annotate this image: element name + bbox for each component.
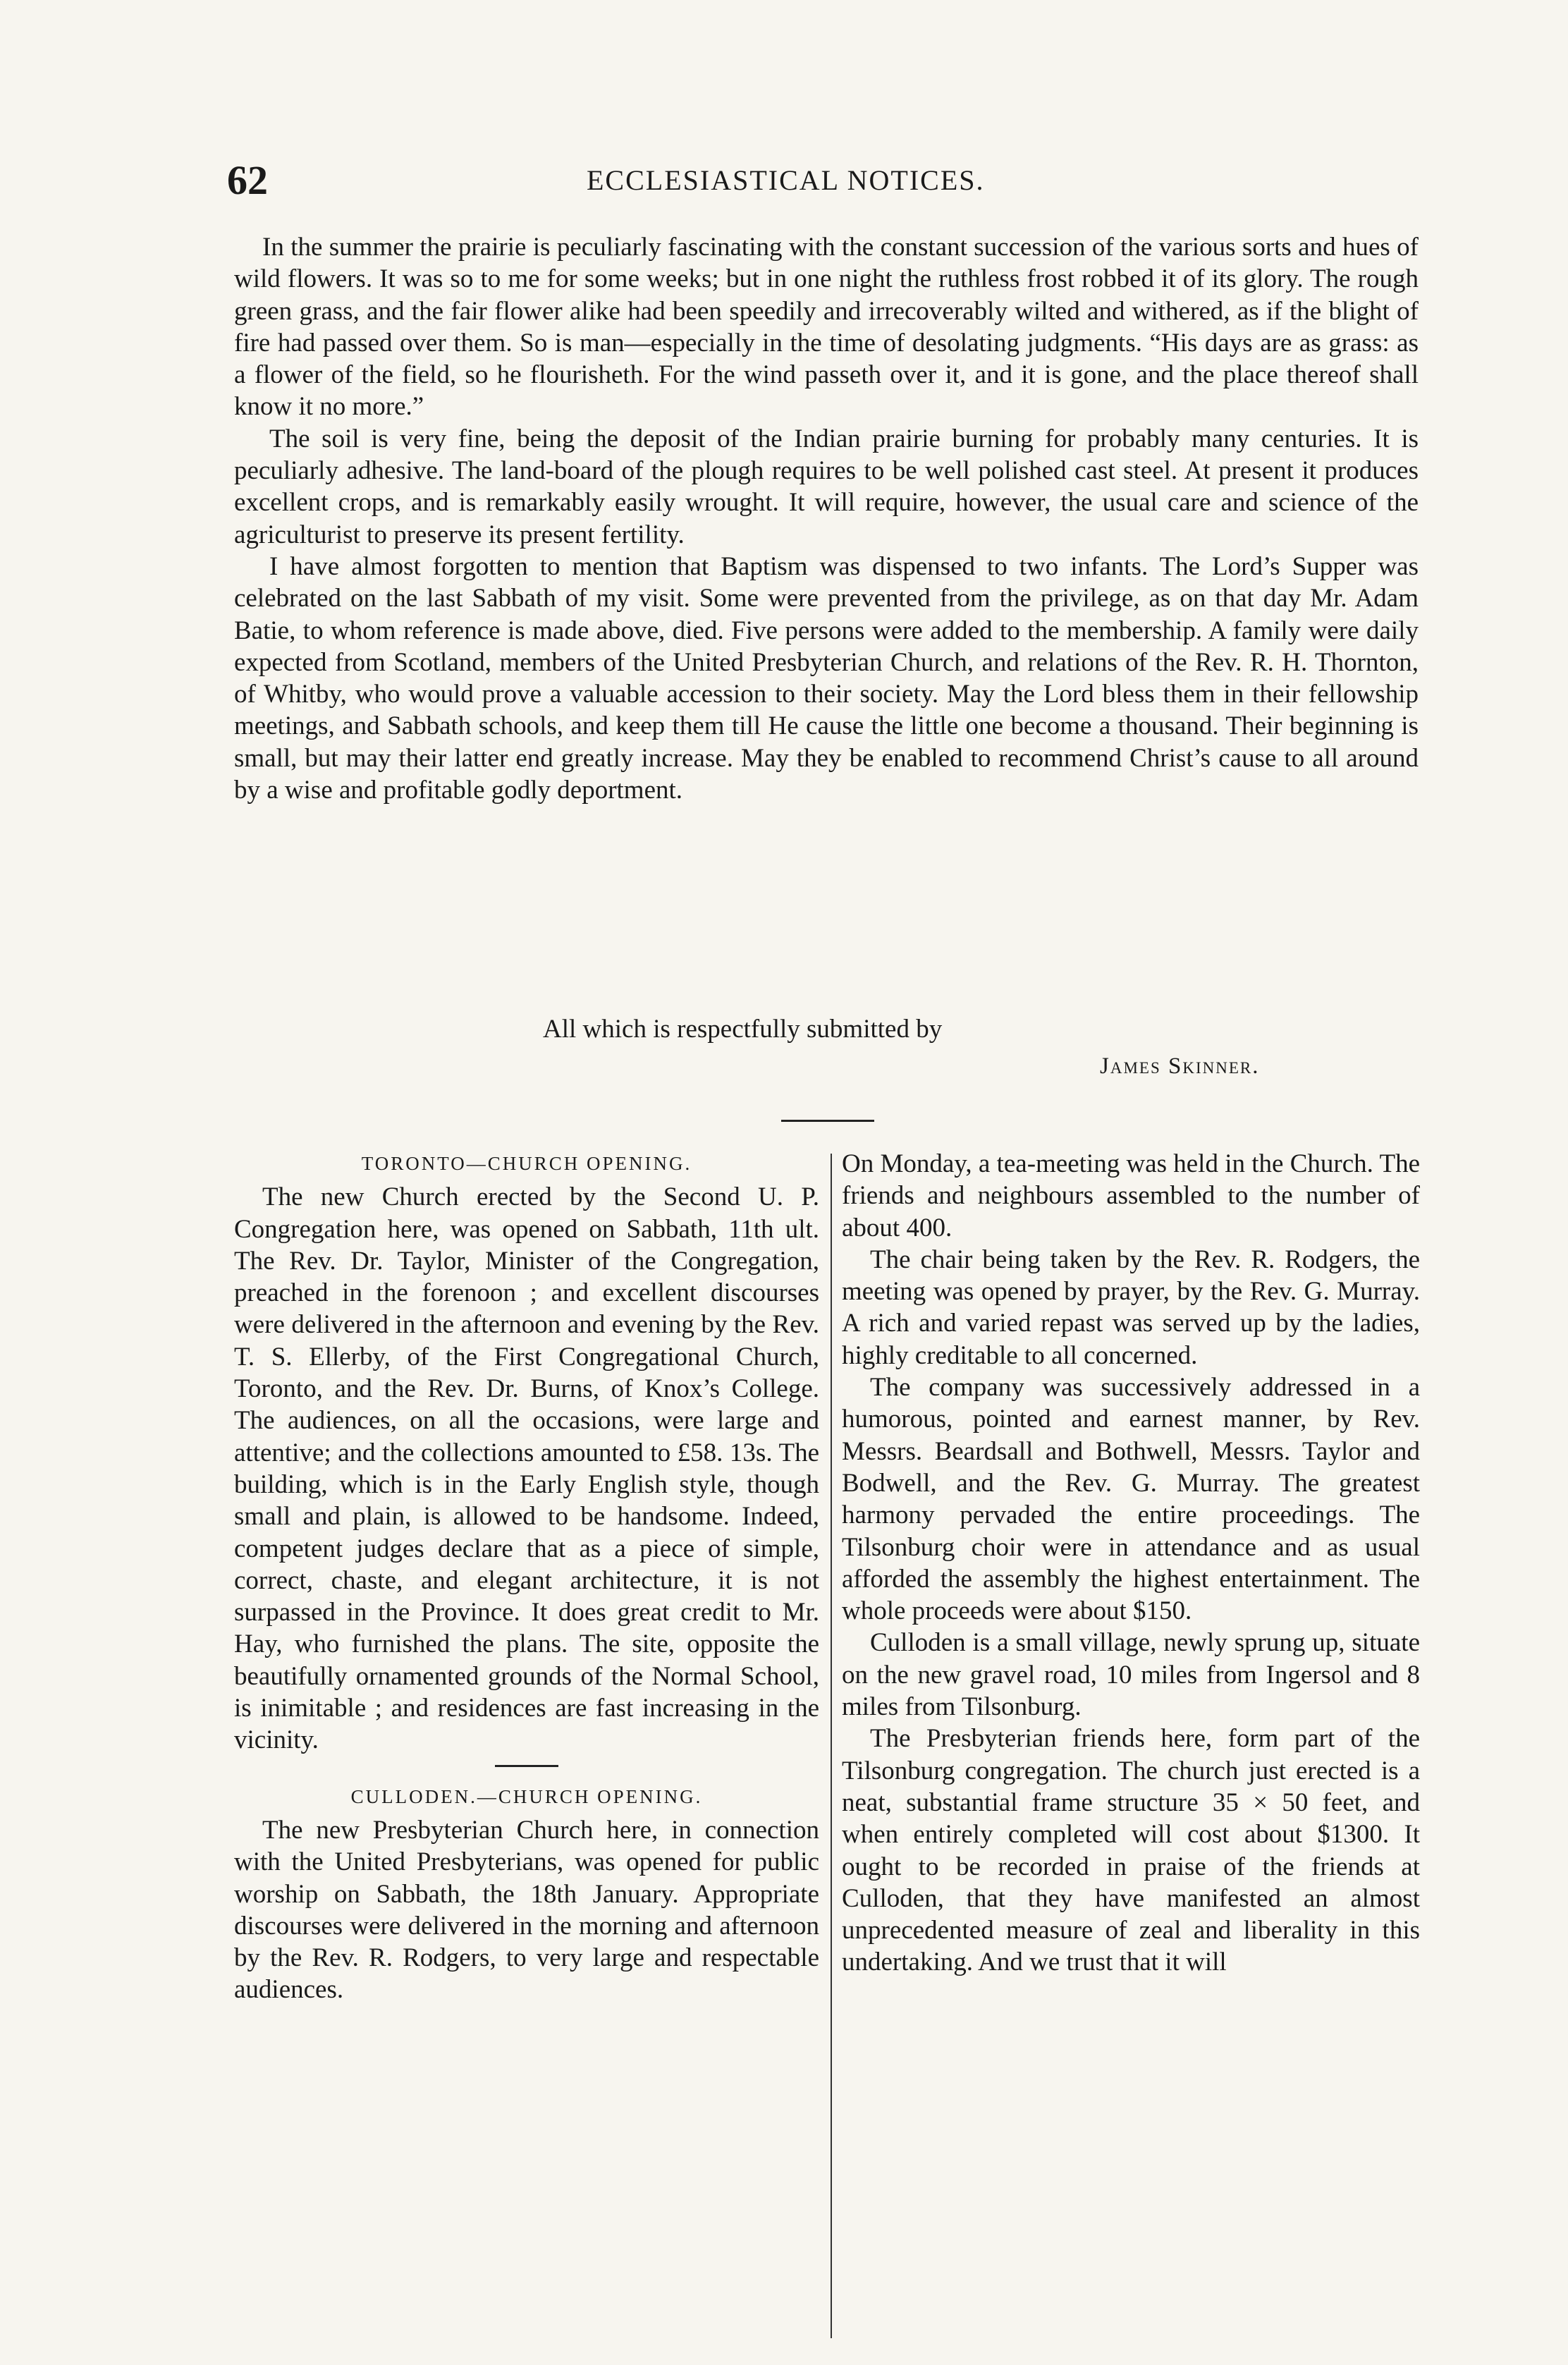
column-separator	[831, 1154, 832, 2338]
report-body	[234, 231, 1419, 806]
report-signature: James Skinner.	[1100, 1053, 1260, 1079]
report-paragraph: I have almost forgotten to mention that Baptism was dispensed to two infants. The Lord’s Supper was celebrated on the last Sabbath of my visit. Some were prevented from the privilege, as on that day Mr. Adam Batie, to whom reference is made above, died. Five persons were added to the membership. A family were daily expected from Scotland, members of the United Presbyterian Church, and relations of the Rev. R. H. Thornton, of Whitby, who would prove a valuable accession to their society. May the Lord bless them in their fellowship meetings, and Sabbath schools, and keep them till He cause the little one become a thousand. Their beginning is small, but may their latter end greatly increase. May they be enabled to recommend Christ’s cause to all around by a wise and profitable godly deportment.	[234, 551, 1419, 805]
right-paragraph: The chair being taken by the Rev. R. Rodgers, the meeting was opened by prayer, by the Rev. G. Murray. A rich and varied repast was served up by the ladies, highly creditable to all concerned.	[842, 1245, 1420, 1370]
toronto-heading: TORONTO—CHURCH OPENING.	[361, 1153, 692, 1174]
report-paragraph: The soil is very fine, being the deposit of the Indian prairie burning for probably many centuries. It is peculiarly adhesive. The land-board of the plough requires to be well polished cast steel. At present it produces excellent crops, and is remarkably easily wrought. It will require, however, the usual care and science of the agriculturist to preserve its present fertility.	[234, 424, 1419, 549]
right-paragraph: Culloden is a small village, newly sprung up, situate on the new gravel road, 10 miles from Ingersol and 8 miles from Tilsonburg.	[842, 1628, 1420, 1722]
right-paragraph: The Presbyterian friends here, form part of the Tilsonburg congregation. The church just erected is a neat, substantial frame structure 35 × 50 feet, and when entirely completed will cost about $1300. It ought to be recorded in praise of the friends at Culloden, that they have manifested an almost unprecedented measure of zeal and liberality in this undertaking. And we trust that it will	[842, 1724, 1420, 1977]
toronto-paragraph: The new Church erected by the Second U. P. Congregation here, was opened on Sabbath, 11th ult. The Rev. Dr. Taylor, Minister of the Congregation, preached in the forenoon ; and excellent discourses were delivered in the afternoon and evening by the Rev. T. S. Ellerby, of the First Congregational Church, Toronto, and the Rev. Dr. Burns, of Knox’s College. The audiences, on all the occasions, were large and attentive; and the collections amounted to £58. 13s. The building, which is in the Early English style, though small and plain, is allowed to be handsome. Indeed, competent judges declare that as a piece of simple, correct, chaste, and elegant architecture, it is not surpassed in the Province. It does great credit to Mr. Hay, who furnished the plans. The site, opposite the beautifully ornamented grounds of the Normal School, is inimitable ; and residences are fast increasing in the vicinity.	[234, 1182, 819, 1755]
culloden-paragraph: The new Presbyterian Church here, in connection with the United Presbyterians, was opened for public worship on Sabbath, the 18th January. Appropriate discourses were delivered in the morning and afternoon by the Rev. R. Rodgers, to very large and respectable audiences.	[234, 1815, 819, 2005]
column-divider-rule	[495, 1765, 558, 1767]
report-paragraph: In the summer the prairie is peculiarly fascinating with the constant succession of the various sorts and hues of wild flowers. It was so to me for some weeks; but in one night the ruthless frost robbed it of its glory. The rough green grass, and the fair flower alike had been speedily and irrecoverably wilted and withered, as if the blight of fire had passed over them. So is man—especially in the time of desolating judgments. “His days are as grass: as a flower of the field, so he flourisheth. For the wind passeth over it, and it is gone, and the place thereof shall know it no more.”	[234, 233, 1419, 422]
right-paragraph: On Monday, a tea-meeting was held in the Church. The friends and neighbours assembled to the number of about 400.	[842, 1149, 1420, 1242]
report-closing: All which is respectfully submitted by	[543, 1015, 943, 1044]
culloden-heading: CULLODEN.—CHURCH OPENING.	[350, 1785, 703, 1807]
page-number: 62	[227, 157, 268, 203]
left-column	[234, 1148, 819, 2006]
running-head: ECCLESIASTICAL NOTICES.	[587, 164, 985, 196]
right-column	[842, 1148, 1420, 1979]
right-paragraph: The company was successively addressed in a humorous, pointed and earnest manner, by Rev. Messrs. Beardsall and Bothwell, Messrs. Taylor and Bodwell, and the Rev. G. Murray. The greatest harmony pervaded the entire proceedings. The Tilsonburg choir were in attendance and as usual afforded the assembly the highest entertainment. The whole proceeds were about $150.	[842, 1373, 1420, 1626]
section-divider	[781, 1120, 874, 1122]
